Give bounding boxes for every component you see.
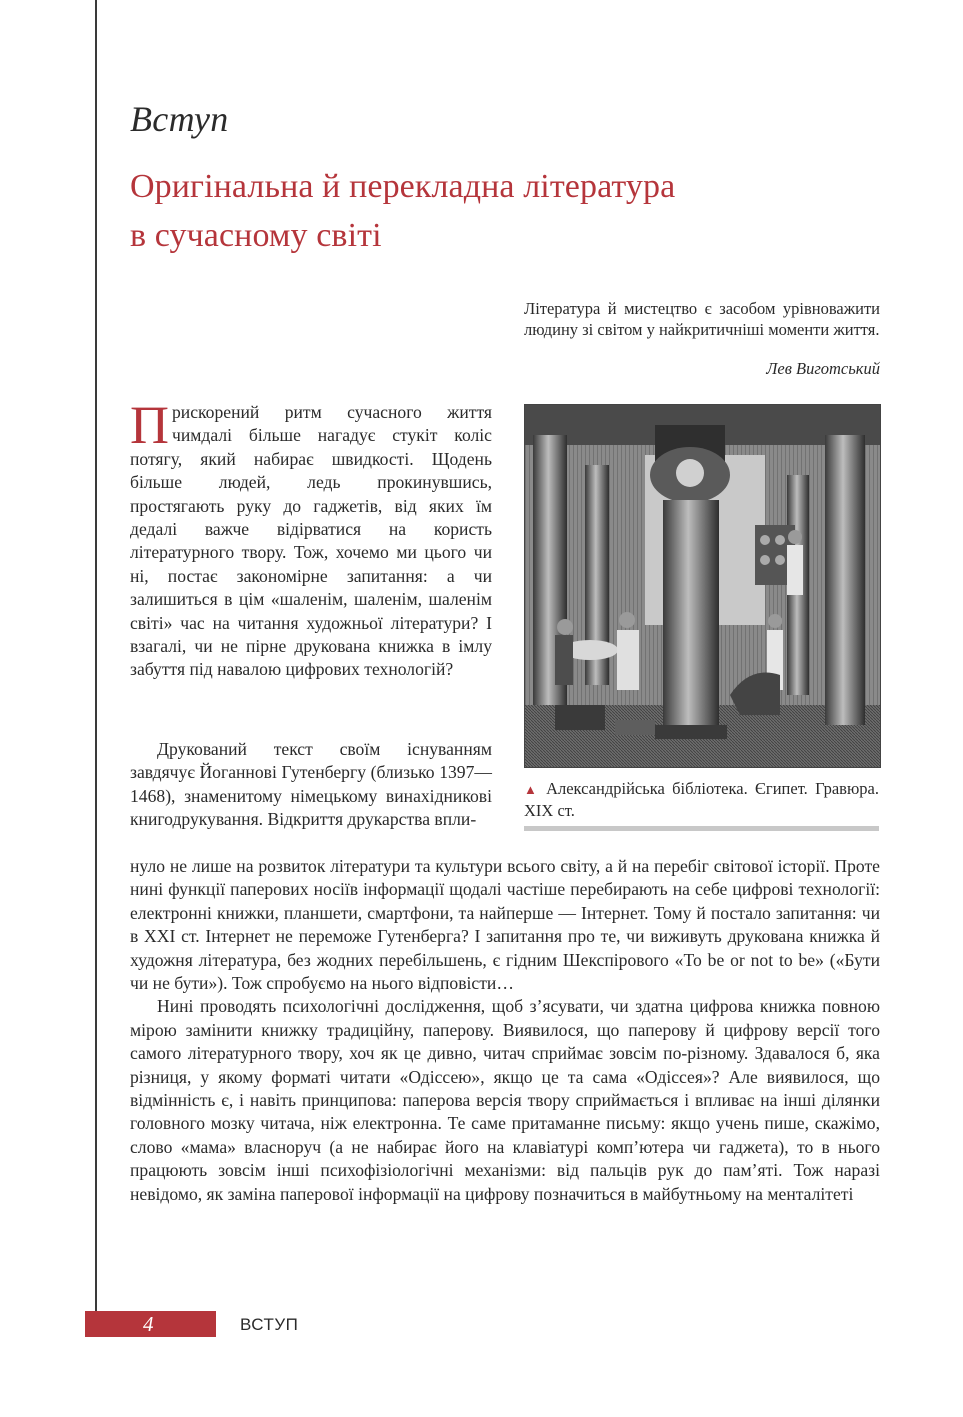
figure-caption-text: Александрійська бібліотека. Єгипет. Гравюра. XIX ст. — [524, 779, 879, 820]
footer-section-title: ВСТУП — [240, 1315, 299, 1334]
margin-rule — [95, 0, 97, 1318]
epigraph-author: Лев Виготський — [766, 359, 880, 378]
figure-caption — [524, 778, 879, 821]
title-line-1: Оригінальна й перекладна література — [130, 168, 676, 205]
paragraph-gutenberg-start: Друкований текст своїм існуванням завдячує Йоганнові Гутенбергу (близько 1397—1468), знаменитому німецькому винахідникові книгодрукування. Відкриття друкарства впли- — [130, 739, 492, 830]
full-width-text — [130, 855, 880, 1206]
lead-paragraph — [130, 395, 492, 682]
paragraph-gutenberg-continued: нуло не лише на розвиток літератури та культури всього світу, а й на перебіг світової історії. Проте нині функції паперових носіїв інформації щодалі частіше перебирають на себе цифрові технології: електронні книжки, планшети, смартфони, та найперше — Інтернет. Тому й постало запитання: чи в XXI ст. Інтернет не переможе Гутенберга? І запитання про те, чи виживуть друкована книжка й художня література, без жодних перебільшень, є гідним Шекспірового «To be or not to be» («Бути чи не бути»). Тож спробуємо на нього відповісти… — [130, 856, 880, 994]
page-number: 4 — [143, 1312, 154, 1336]
epigraph-text: Література й мистецтво є засобом урівноважити людину зі світом у найкритичніші моменти життя. — [524, 299, 880, 339]
drop-cap: П — [130, 395, 169, 455]
title-line-2: в сучасному світі — [130, 217, 382, 254]
section-label: Вступ — [130, 99, 229, 139]
paragraph-research: Нині проводять психологічні дослідження, щоб з’ясувати, чи здатна цифрова книжка повною мірою замінити книжку традиційну, паперову. Виявилося, що паперову й цифрову версії того самого літературного твору, хоч як це дивно, читач сприймає зовсім по-різному. Здавалося б, яка різниця, у якому форматі читати «Одіссею», якщо це та сама «Одіссея»? Але виявилося, що відмінність є, і навіть принципова: паперова версія твору сприймається і впливає на інші ділянки головного мозку читача, ніж електронна. Те саме притаманне письму: якщо учень пише, скажімо, слово «мама» власноруч (а не набирає його на клавіатурі комп’ютера чи гаджета), то в нього працюють зовсім інші психофізіологічні механізми: від пальців рук до пам’яті. Тож наразі невідомо, як заміна паперової інформації на цифрову позначиться в майбутньому на менталітеті — [130, 996, 880, 1204]
lead-paragraph-text: рискорений ритм сучасного життя чимдалі більше нагадує стукіт коліс потягу, який набирає швидкості. Щодень більше людей, ледь прокинувшись, простягають руку до гаджетів, від яких їм дедалі важче відірватися на користь літературного твору. Тож, хочемо ми цього чи ні, постає закономірне запитання: а чи залишиться в цім «шаленім, шаленім, шаленім світі» час на читання художньої літератури? І взагалі, чи не пірне друкована книжка в імлу забуття під навалою цифрових технологій? — [130, 402, 492, 680]
caption-rule — [524, 826, 879, 831]
library-engraving-image — [525, 405, 880, 767]
engraving-illustration — [524, 404, 881, 768]
triangle-up-icon: ▲ — [524, 782, 541, 797]
page-title — [130, 162, 890, 260]
